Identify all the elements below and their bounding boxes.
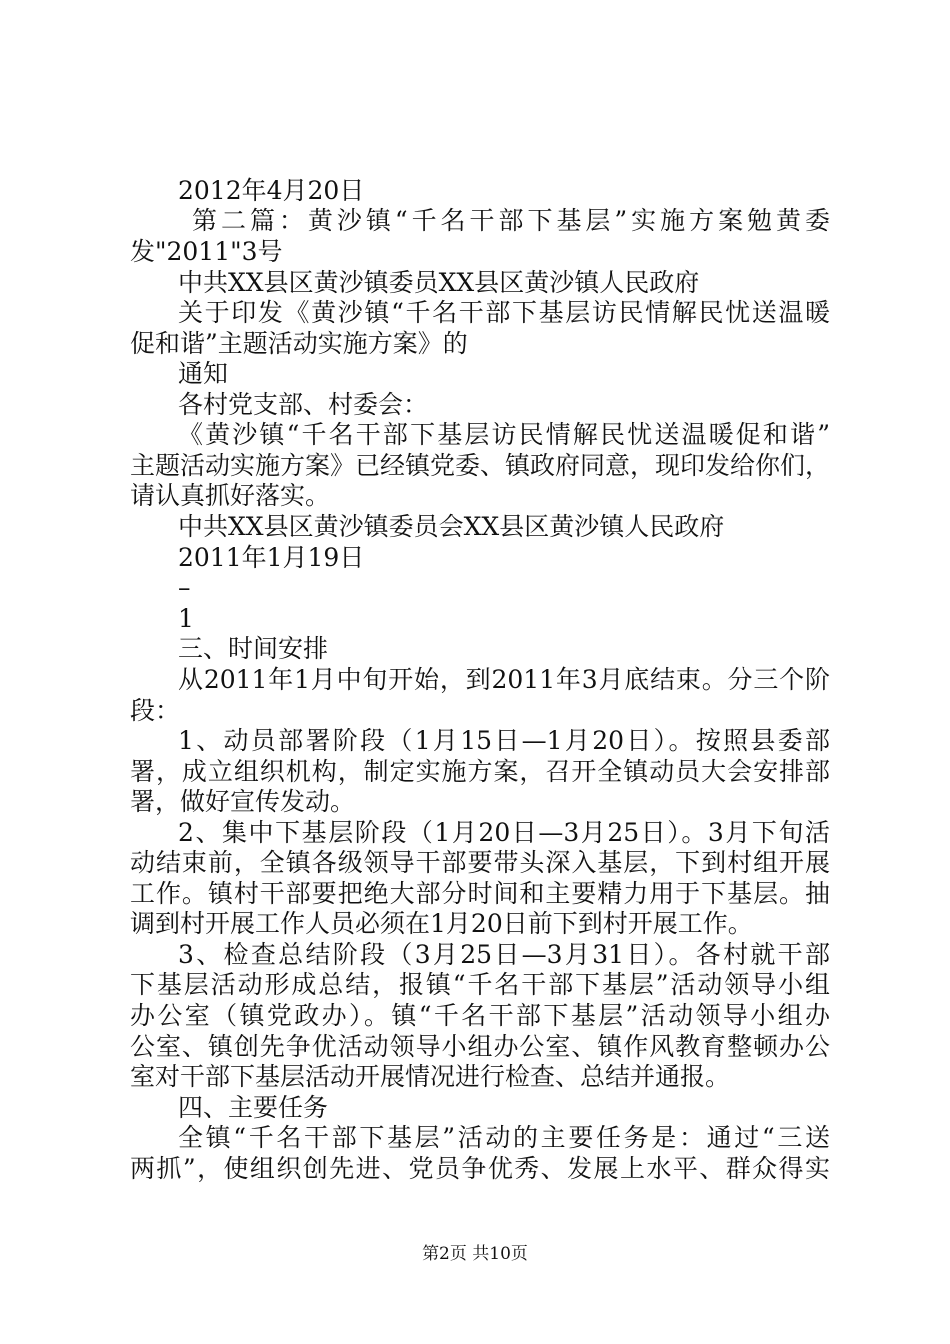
paragraph-line: 段： (130, 696, 181, 725)
issuer-line: 中共XX县区黄沙镇委员XX县区黄沙镇人民政府 (178, 268, 700, 297)
paragraph-line: 下基层活动形成总结，报镇“千名干部下基层”活动领导小组 (130, 970, 830, 999)
paragraph-line: 《黄沙镇“千名干部下基层访民情解民忧送温暖促和谐” (178, 420, 830, 449)
doc-number-line: 发"2011"3号 (130, 237, 283, 266)
paragraph-line: 署，成立组织机构，制定实施方案，召开全镇动员大会安排部 (130, 757, 830, 786)
paragraph-line: 两抓”，使组织创先进、党员争优秀、发展上水平、群众得实 (130, 1154, 830, 1183)
recipients-line: 各村党支部、村委会： (178, 390, 429, 419)
paragraph-line: 动结束前，全镇各级领导干部要带头深入基层，下到村组开展 (130, 848, 830, 877)
date-line: 2012年4月20日 (178, 176, 365, 205)
paragraph-line: 2、集中下基层阶段（1月20日—3月25日）。3月下旬活 (178, 818, 830, 847)
page-marker: 1 (178, 604, 194, 633)
separator-dash: – (178, 573, 191, 602)
notice-title-line-2: 促和谐”主题活动实施方案》的 (130, 329, 468, 358)
section-heading-schedule: 三、时间安排 (178, 634, 329, 663)
section-heading-tasks: 四、主要任务 (178, 1093, 329, 1122)
paragraph-line: 全镇“千名干部下基层”活动的主要任务是：通过“三送 (178, 1123, 830, 1152)
paragraph-line: 3、检查总结阶段（3月25日—3月31日）。各村就干部 (178, 940, 830, 969)
article-heading: 第二篇：黄沙镇“千名干部下基层”实施方案勉黄委 (192, 206, 830, 235)
paragraph-line: 工作。镇村干部要把绝大部分时间和主要精力用于下基层。抽 (130, 879, 830, 908)
notice-title-line-1: 关于印发《黄沙镇“千名干部下基层访民情解民忧送温暖 (178, 298, 830, 327)
notice-word: 通知 (178, 359, 229, 388)
page-footer: 第2页 共10页 (422, 1244, 528, 1264)
paragraph-line: 1、动员部署阶段（1月15日—1月20日）。按照县委部 (178, 726, 830, 755)
signature-date: 2011年1月19日 (178, 543, 365, 572)
paragraph-line: 调到村开展工作人员必须在1月20日前下到村开展工作。 (130, 909, 753, 938)
paragraph-line: 从2011年1月中旬开始，到2011年3月底结束。分三个阶 (178, 665, 830, 694)
paragraph-line: 主题活动实施方案》已经镇党委、镇政府同意，现印发给你们， (130, 451, 831, 480)
paragraph-line: 办公室（镇党政办）。镇“千名干部下基层”活动领导小组办 (130, 1001, 830, 1030)
signature-line: 中共XX县区黄沙镇委员会XX县区黄沙镇人民政府 (178, 512, 725, 541)
paragraph-line: 署，做好宣传发动。 (130, 787, 356, 816)
paragraph-line: 室对干部下基层活动开展情况进行检查、总结并通报。 (130, 1062, 731, 1091)
paragraph-line: 公室、镇创先争优活动领导小组办公室、镇作风教育整顿办公 (130, 1032, 830, 1061)
paragraph-line: 请认真抓好落实。 (130, 481, 331, 510)
